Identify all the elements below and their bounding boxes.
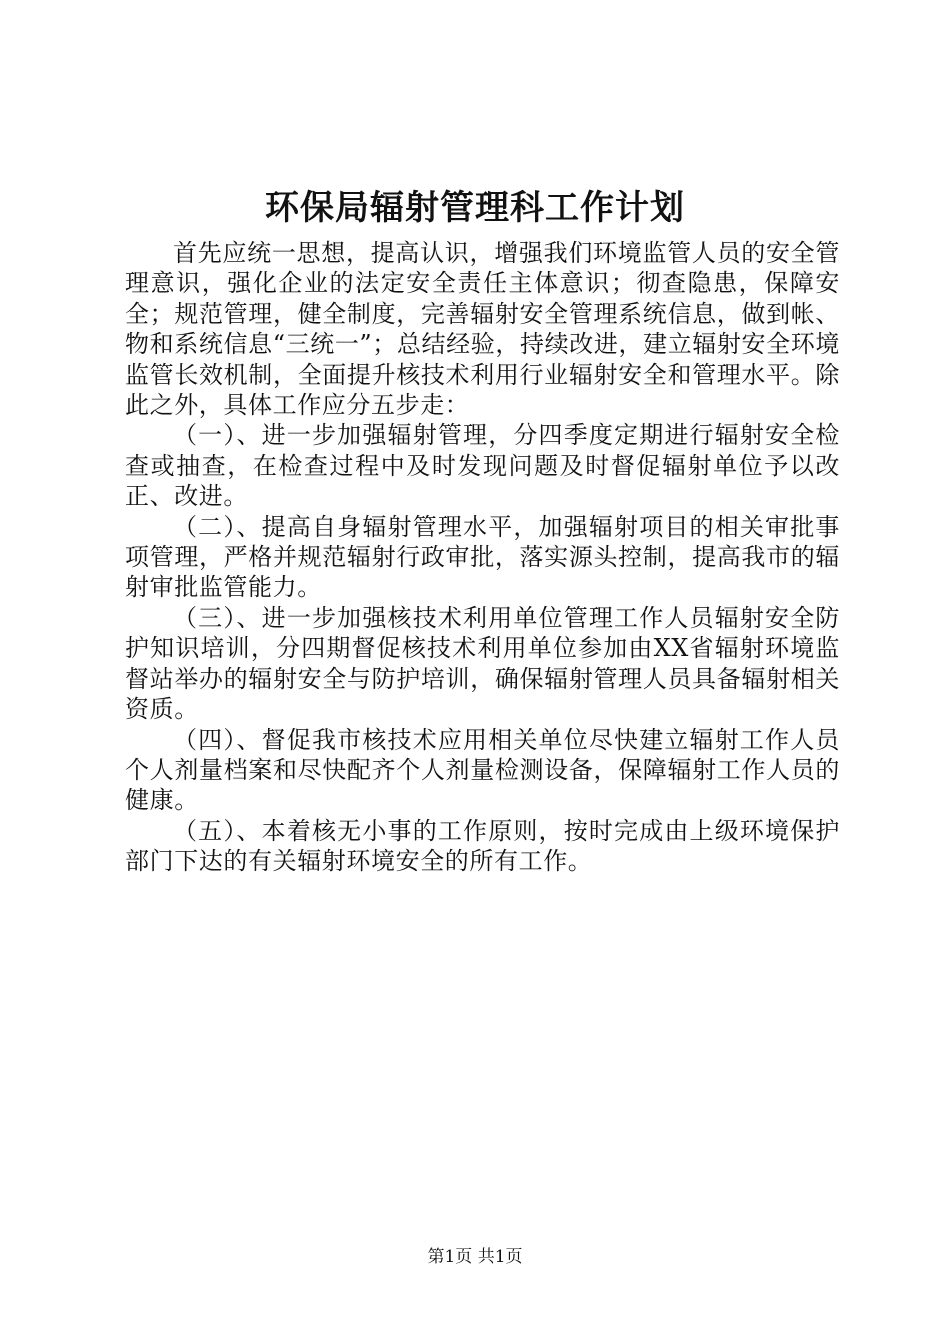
step-one-paragraph: （一）、进一步加强辐射管理，分四季度定期进行辐射安全检查或抽查，在检查过程中及时发现问题及时督促辐射单位予以改正、改进。 (125, 421, 840, 511)
document-body (125, 238, 840, 877)
intro-paragraph: 首先应统一思想，提高认识，增强我们环境监管人员的安全管理意识，强化企业的法定安全责任主体意识；彻查隐患，保障安全；规范管理，健全制度，完善辐射安全管理系统信息，做到帐、物和系统信息“三统一”；总结经验，持续改进，建立辐射安全环境监管长效机制，全面提升核技术利用行业辐射安全和管理水平。除此之外，具体工作应分五步走： (125, 239, 840, 420)
step-three-paragraph: （三）、进一步加强核技术利用单位管理工作人员辐射安全防护知识培训，分四期督促核技术利用单位参加由XX省辐射环境监督站举办的辐射安全与防护培训，确保辐射管理人员具备辐射相关资质。 (125, 603, 840, 724)
step-two-paragraph: （二）、提高自身辐射管理水平，加强辐射项目的相关审批事项管理，严格并规范辐射行政审批，落实源头控制，提高我市的辐射审批监管能力。 (125, 512, 840, 602)
page-number-footer: 第1页 共1页 (427, 1247, 523, 1267)
step-four-paragraph: （四）、督促我市核技术应用相关单位尽快建立辐射工作人员个人剂量档案和尽快配齐个人剂量检测设备，保障辐射工作人员的健康。 (125, 725, 840, 815)
step-five-paragraph: （五）、本着核无小事的工作原则，按时完成由上级环境保护部门下达的有关辐射环境安全的所有工作。 (125, 816, 840, 876)
document-title: 环保局辐射管理科工作计划 (265, 188, 685, 228)
